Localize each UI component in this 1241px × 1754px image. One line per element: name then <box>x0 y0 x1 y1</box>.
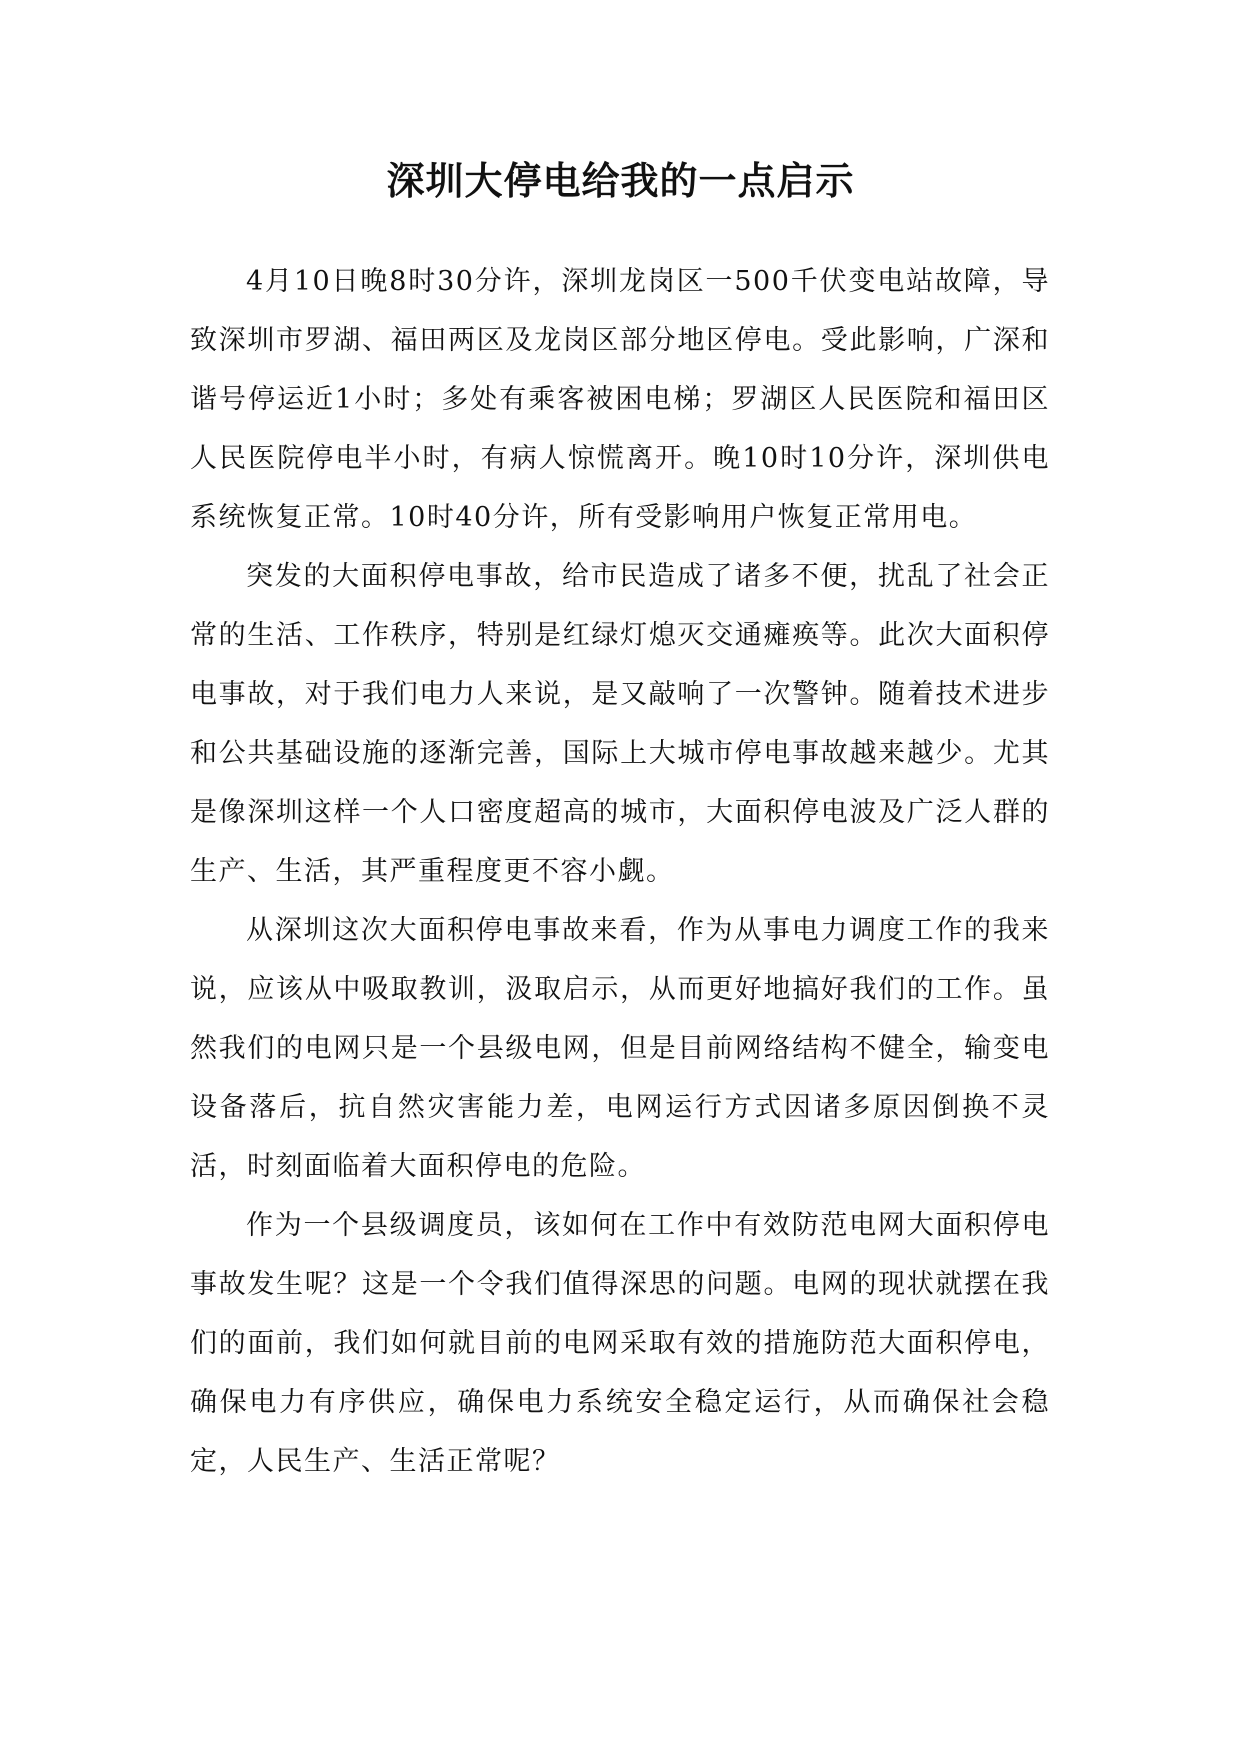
paragraph-2: 突发的大面积停电事故，给市民造成了诸多不便，扰乱了社会正常的生活、工作秩序，特别是红绿灯熄灭交通瘫痪等。此次大面积停电事故，对于我们电力人来说，是又敲响了一次警钟。随着技术进步和公共基础设施的逐渐完善，国际上大城市停电事故越来越少。尤其是像深圳这样一个人口密度超高的城市，大面积停电波及广泛人群的生产、生活，其严重程度更不容小觑。 <box>190 561 1050 887</box>
paragraph-1: 4月10日晚8时30分许，深圳龙岗区一500千伏变电站故障，导致深圳市罗湖、福田两区及龙岗区部分地区停电。受此影响，广深和谐号停运近1小时；多处有乘客被困电梯；罗湖区人民医院和福田区人民医院停电半小时，有病人惊慌离开。晚10时10分许，深圳供电系统恢复正常。10时40分许，所有受影响用户恢复正常用电。 <box>190 266 1050 533</box>
document-body <box>190 252 1050 1491</box>
paragraph-4: 作为一个县级调度员，该如何在工作中有效防范电网大面积停电事故发生呢？这是一个令我们值得深思的问题。电网的现状就摆在我们的面前，我们如何就目前的电网采取有效的措施防范大面积停电，确保电力有序供应，确保电力系统安全稳定运行，从而确保社会稳定，人民生产、生活正常呢？ <box>190 1210 1050 1477</box>
document-title: 深圳大停电给我的一点启示 <box>386 159 855 203</box>
paragraph-3: 从深圳这次大面积停电事故来看，作为从事电力调度工作的我来说，应该从中吸取教训，汲取启示，从而更好地搞好我们的工作。虽然我们的电网只是一个县级电网，但是目前网络结构不健全，输变电设备落后，抗自然灾害能力差，电网运行方式因诸多原因倒换不灵活，时刻面临着大面积停电的危险。 <box>190 915 1050 1182</box>
